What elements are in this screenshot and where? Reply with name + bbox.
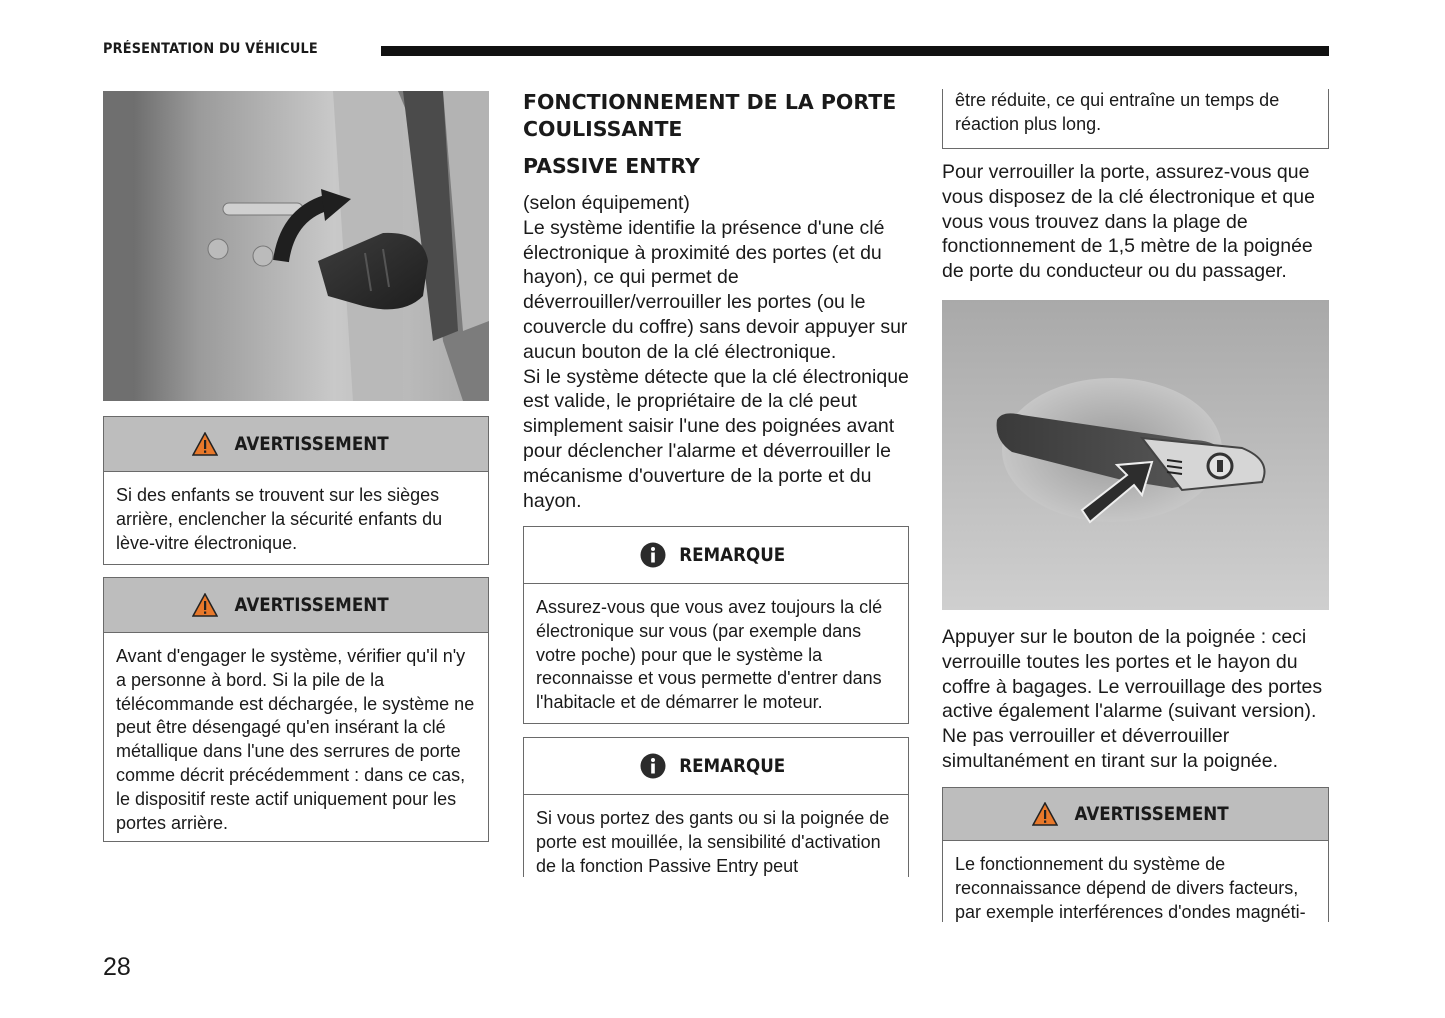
warning-box-system-engage — [103, 577, 489, 842]
note-header — [524, 738, 908, 795]
lock-instructions: Pour verrouiller la porte, assurez-vous que vous disposez de la clé électronique et que vous vous trouvez dans la plage de fonctionnement de 1,5 mètre de la poignée de porte du conducteur ou du passager. — [942, 161, 1315, 283]
note-title: REMARQUE — [679, 755, 785, 777]
subsection-heading: PASSIVE ENTRY — [523, 154, 700, 178]
page-number: 28 — [103, 953, 131, 981]
note-box-gloves — [523, 737, 909, 877]
passive-entry-body: (selon équipement) Le système identifie la présence d'une clé électronique à proximité des portes (et du hayon), ce qui permet de déverrouiller/verrouiller les portes (ou le couvercle du coffre) sans devoir appuyer sur aucun bouton de la clé électronique. Si le système détecte que la clé électronique est valide, le propriétaire de la clé peut simplement saisir l'une des poignées avant pour déclencher l'alarme et déverrouiller le mécanisme d'ouverture de la porte et du hayon. — [523, 192, 909, 512]
note-text: Assurez-vous que vous avez toujours la clé électronique sur vous (par exemple dans votre poche) pour que le système la reconnaisse et vous permette d'entrer dans l'habitacle et de démarrer le moteur. — [536, 597, 883, 713]
warning-box-recognition — [942, 787, 1329, 922]
note-header — [524, 527, 908, 584]
warning-triangle-icon — [1032, 802, 1058, 826]
info-icon — [640, 542, 666, 568]
warning-header — [943, 788, 1328, 841]
warning-text: Le fonctionnement du système de reconnaissance dépend de divers facteurs, par exemple interférences d'ondes magnéti- — [955, 854, 1306, 922]
header-rule — [381, 46, 1329, 56]
key-in-lock-figure — [103, 91, 489, 401]
note-box-keep-key — [523, 526, 909, 724]
warning-triangle-icon — [192, 432, 218, 456]
warning-title: AVERTISSEMENT — [234, 433, 390, 455]
warning-triangle-icon — [192, 593, 218, 617]
info-icon — [640, 753, 666, 779]
section-heading: FONCTIONNEMENT DE LA PORTE COULISSANTE — [523, 90, 897, 141]
note-text: Si vous portez des gants ou si la poignée de porte est mouillée, la sensibilité d'activation de la fonction Passive Entry peut — [536, 808, 890, 876]
warning-header — [104, 578, 488, 633]
key-in-door-lock-illustration — [103, 91, 489, 401]
handle-button-instructions: Appuyer sur le bouton de la poignée : ceci verrouille toutes les portes et le hayon du coffre à bagages. Le verrouillage des portes active également l'alarme (suivant version). Ne pas verrouiller et déverrouiller simultanément en tirant sur la poignée. — [942, 626, 1323, 772]
warning-title: AVERTISSEMENT — [234, 594, 390, 616]
warning-title: AVERTISSEMENT — [1074, 803, 1229, 825]
door-handle-button-illustration — [942, 300, 1329, 610]
warning-box-child-lock — [103, 416, 489, 565]
door-handle-figure — [942, 300, 1329, 610]
warning-header — [104, 417, 488, 472]
note-box-continued — [942, 89, 1329, 149]
warning-text: Avant d'engager le système, vérifier qu'il n'y a personne à bord. Si la pile de la télécommande est déchargée, le système ne peut être désengagé qu'en insérant la clé métallique dans l'une des serrures de porte comme décrit précédemment : dans ce cas, le dispositif reste actif uniquement pour les portes arrière. — [116, 646, 475, 833]
note-title: REMARQUE — [679, 544, 785, 566]
note-continued-text: être réduite, ce qui entraîne un temps de réaction plus long. — [955, 90, 1280, 134]
section-title: PRÉSENTATION DU VÉHICULE — [103, 41, 318, 57]
warning-text: Si des enfants se trouvent sur les sièges arrière, enclencher la sécurité enfants du lève-vitre électronique. — [116, 485, 443, 553]
